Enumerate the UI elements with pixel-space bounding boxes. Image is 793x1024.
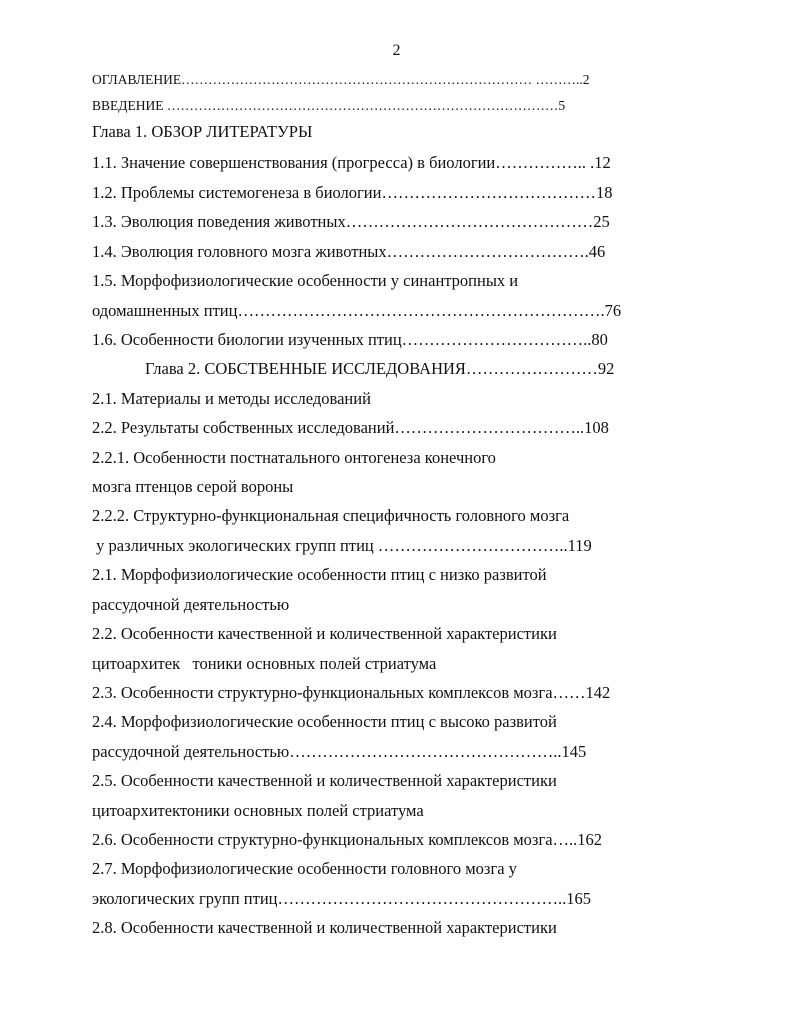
toc-entry: цитоархитектоники основных полей стриатума <box>92 801 424 820</box>
toc-entry: 2.2.2. Структурно-функциональная специфичность головного мозга <box>92 506 570 525</box>
page-number: 2 <box>392 42 401 59</box>
toc-entry: цитоархитек тоники основных полей стриатума <box>92 654 437 673</box>
toc-entry: рассудочной деятельностью…………………………………………..145 <box>92 742 587 761</box>
toc-entry: экологических групп птиц……………………………………………..165 <box>92 889 591 908</box>
toc-entry: 1.4. Эволюция головного мозга животных……………………………….46 <box>92 242 606 261</box>
toc-entry: 2.6. Особенности структурно-функциональных комплексов мозга…..162 <box>92 830 603 849</box>
toc-entry: Глава 2. СОБСТВЕННЫЕ ИССЛЕДОВАНИЯ……………………92 <box>145 359 615 378</box>
toc-entry: одомашненных птиц………………………………………………………….76 <box>92 301 622 320</box>
toc-entry: Глава 1. ОБЗОР ЛИТЕРАТУРЫ <box>92 122 313 141</box>
toc-entry: 2.2. Особенности качественной и количественной характеристики <box>92 624 557 643</box>
toc-entry: 1.6. Особенности биологии изученных птиц……………………………..80 <box>92 330 608 349</box>
toc-entry: 2.3. Особенности структурно-функциональных комплексов мозга……142 <box>92 683 611 702</box>
toc-entry: 2.4. Морфофизиологические особенности птиц с высоко развитой <box>92 712 557 731</box>
toc-entry: ОГЛАВЛЕНИЕ…………………………………………………………………… ………..2 <box>92 72 590 87</box>
toc-entry: 2.2. Результаты собственных исследований……………………………..108 <box>92 418 609 437</box>
toc-entry: 2.1. Материалы и методы исследований <box>92 389 371 408</box>
toc-entry: 1.5. Морфофизиологические особенности у синантропных и <box>92 271 519 290</box>
toc-entry: мозга птенцов серой вороны <box>92 477 294 496</box>
toc-entry: 2.1. Морфофизиологические особенности птиц с низко развитой <box>92 565 547 584</box>
toc-entry: 2.2.1. Особенности постнатального онтогенеза конечного <box>92 448 496 467</box>
toc-entry: у различных экологических групп птиц ……………………………..119 <box>92 536 592 555</box>
toc-entry: 1.3. Эволюция поведения животных………………………………………25 <box>92 212 610 231</box>
toc-entry: ВВЕДЕНИЕ ……………………………………………………………………………5 <box>92 98 566 113</box>
toc-entry: 2.7. Морфофизиологические особенности головного мозга у <box>92 859 517 878</box>
toc-entry: 1.1. Значение совершенствования (прогресса) в биологии…………….. .12 <box>92 153 611 172</box>
toc-entry: 2.5. Особенности качественной и количественной характеристики <box>92 771 557 790</box>
toc-entry: 1.2. Проблемы системогенеза в биологии…………………………………18 <box>92 183 613 202</box>
toc-entry: 2.8. Особенности качественной и количественной характеристики <box>92 918 557 937</box>
toc-entry: рассудочной деятельностью <box>92 595 290 614</box>
